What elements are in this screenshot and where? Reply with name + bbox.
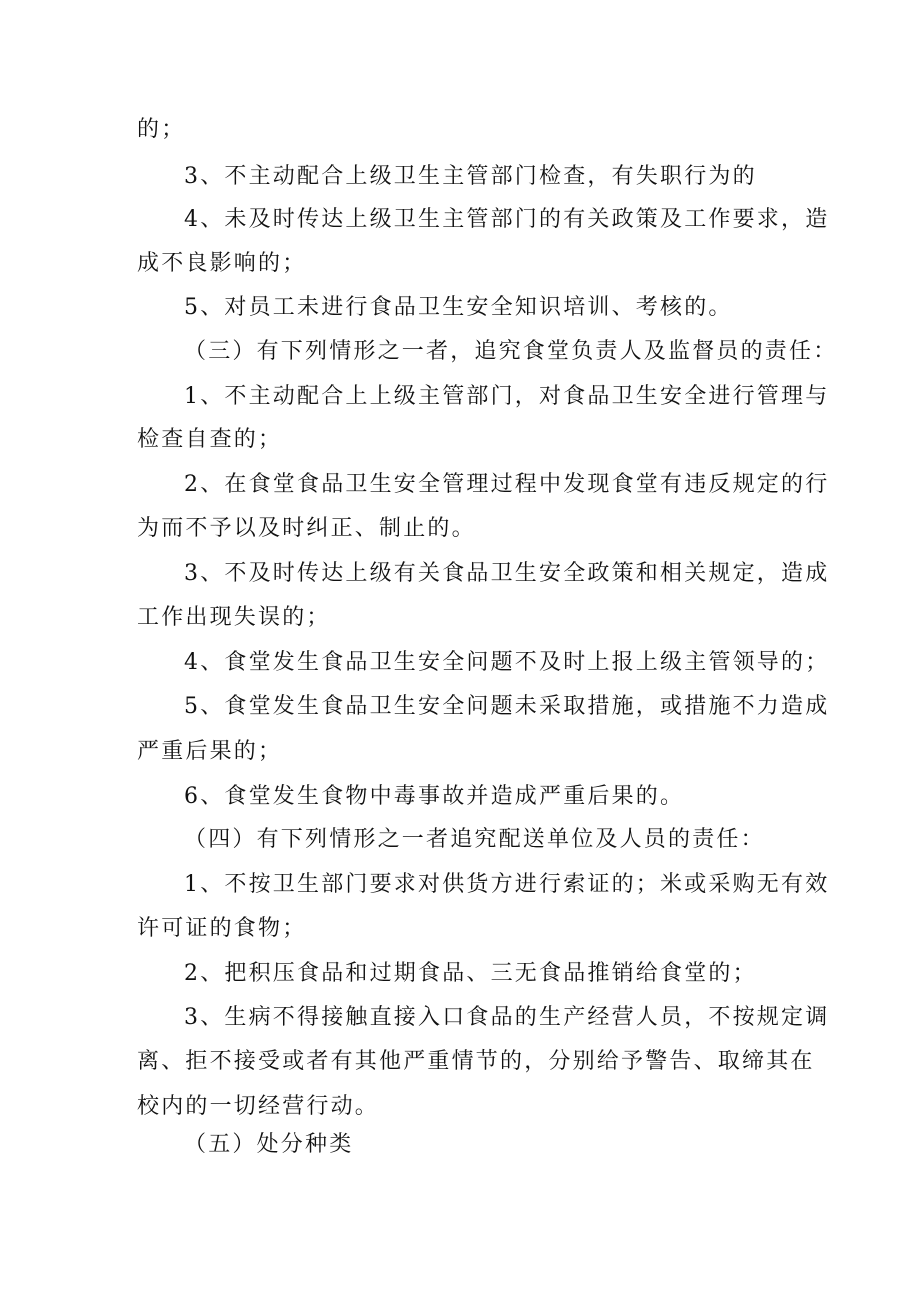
text-line: 6、食堂发生食物中毒事故并造成严重后果的。 xyxy=(184,784,685,809)
section-heading: （五）处分种类 xyxy=(184,1132,354,1157)
text-line: 4、未及时传达上级卫生主管部门的有关政策及工作要求，造 xyxy=(184,207,830,232)
text-line: 4、食堂发生食品卫生安全问题不及时上报上级主管领导的； xyxy=(184,650,830,675)
text-line: 2、在食堂食品卫生安全管理过程中发现食堂有违反规定的行 xyxy=(184,472,830,497)
text-line: 5、食堂发生食品卫生安全问题未采取措施，或措施不力造成 xyxy=(184,694,830,719)
section-heading: （三）有下列情形之一者，追究食堂负责人及监督员的责任： xyxy=(184,339,838,364)
section-heading: （四）有下列情形之一者追究配送单位及人员的责任： xyxy=(184,827,765,852)
text-line: 严重后果的； xyxy=(137,739,283,764)
text-line: 5、对员工未进行食品卫生安全知识培训、考核的。 xyxy=(184,295,733,320)
text-line: 3、不主动配合上级卫生主管部门检查，有失职行为的 xyxy=(184,164,757,189)
text-line: 1、不主动配合上上级主管部门，对食品卫生安全进行管理与 xyxy=(184,384,830,409)
text-line: 3、生病不得接触直接入口食品的生产经营人员，不按规定调 xyxy=(184,1005,830,1030)
text-line: 校内的一切经营行动。 xyxy=(137,1094,380,1119)
text-line: 的； xyxy=(137,117,186,142)
text-line: 为而不予以及时纠正、制止的。 xyxy=(137,516,476,541)
text-line: 工作出现失误的； xyxy=(137,605,331,630)
text-line: 离、拒不接受或者有其他严重情节的，分别给予警告、取缔其在 xyxy=(137,1049,815,1074)
text-line: 成不良影响的； xyxy=(137,251,307,276)
text-line: 2、把积压食品和过期食品、三无食品推销给食堂的； xyxy=(184,961,757,986)
text-line: 检查自查的； xyxy=(137,427,283,452)
text-line: 许可证的食物； xyxy=(137,916,307,941)
text-line: 1、不按卫生部门要求对供货方进行索证的；米或采购无有效 xyxy=(184,872,830,897)
text-line: 3、不及时传达上级有关食品卫生安全政策和相关规定，造成 xyxy=(184,561,830,586)
